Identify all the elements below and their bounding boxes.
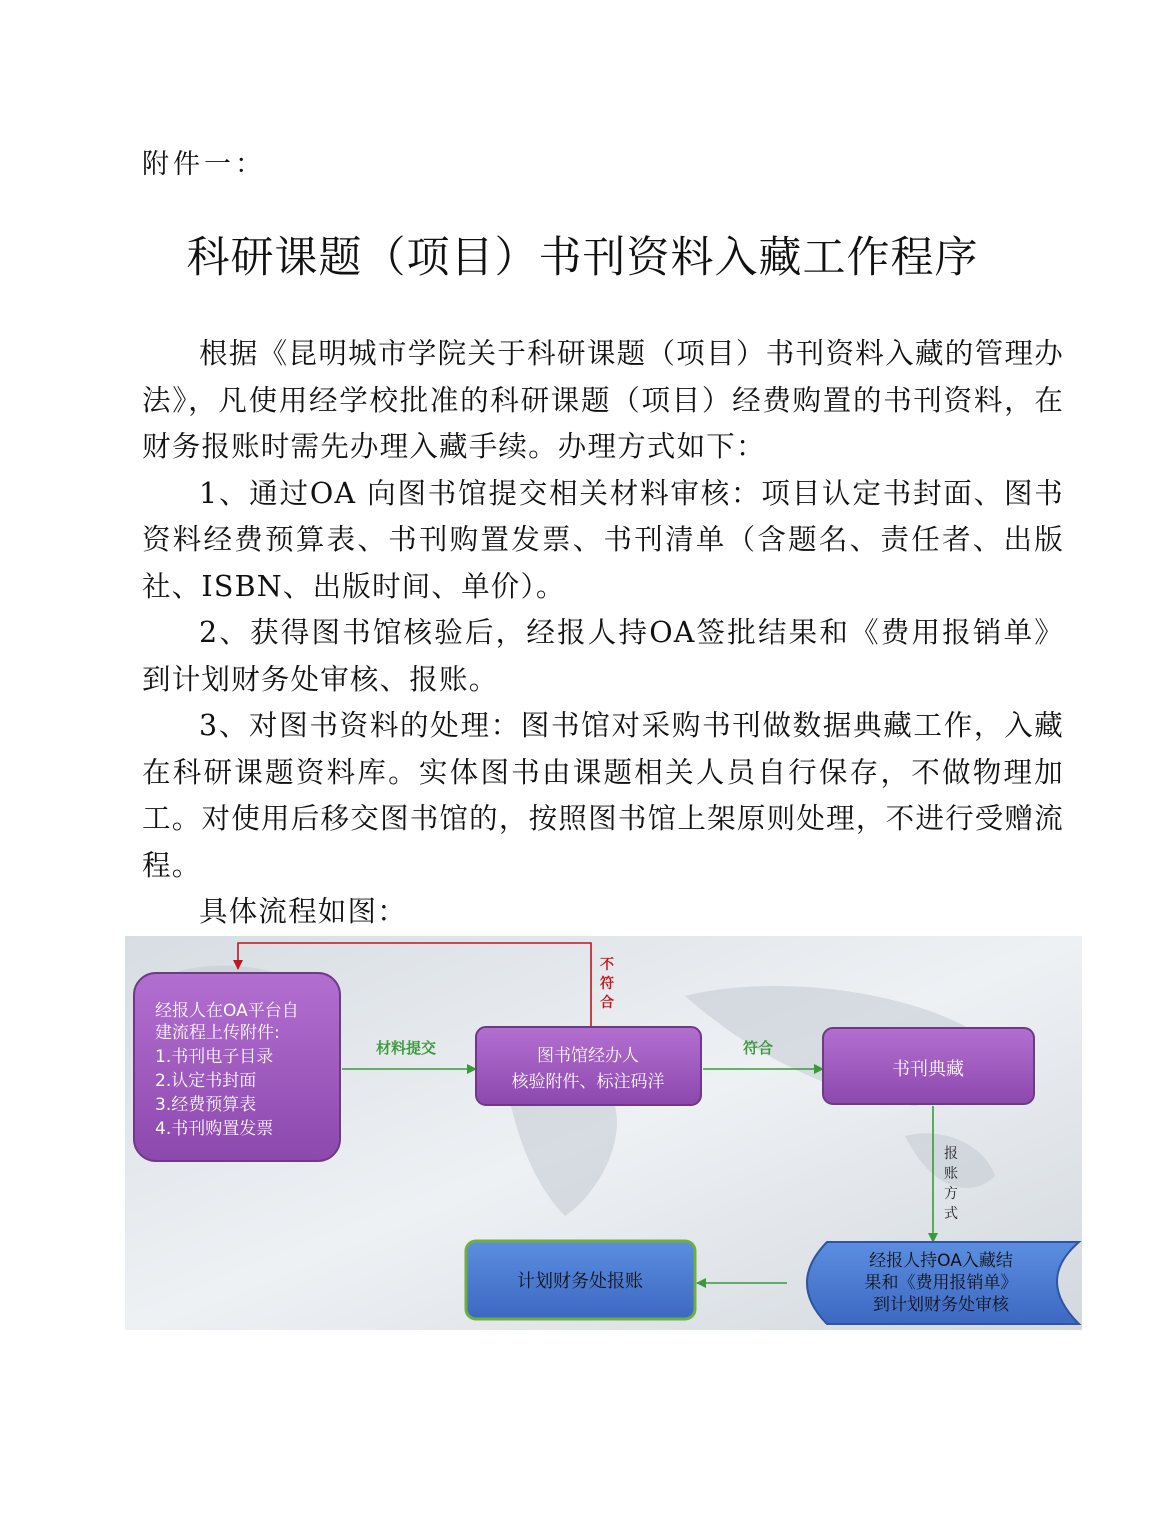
- step-3-paragraph: 3、对图书资料的处理：图书馆对采购书刊做数据典藏工作，入藏在科研课题资料库。实体图书由课题相关人员自行保存，不做物理加工。对使用后移交图书馆的，按照图书馆上架原则处理，不进行受赠流程。: [142, 709, 1064, 882]
- step-2-paragraph: 2、获得图书馆核验后，经报人持OA签批结果和《费用报销单》到计划财务处审核、报账。: [142, 616, 1064, 696]
- conform-label: 符合: [742, 1039, 774, 1057]
- step-1-paragraph: 1、通过OA 向图书馆提交相关材料审核：项目认定书封面、图书资料经费预算表、书刊购置发票、书刊清单（含题名、责任者、出版社、ISBN、出版时间、单价）。: [142, 476, 1064, 603]
- finance-office-box: [466, 1241, 695, 1319]
- document-title: 科研课题（项目）书刊资料入藏工作程序: [186, 233, 979, 283]
- svg-text:到计划财务处审核: 到计划财务处审核: [873, 1295, 1009, 1315]
- reimbursement-box: [807, 1242, 1079, 1324]
- svg-text:1.书刊电子目录: 1.书刊电子目录: [155, 1047, 274, 1067]
- svg-text:书刊典藏: 书刊典藏: [892, 1059, 964, 1080]
- svg-text:经报人持OA入藏结: 经报人持OA入藏结: [869, 1251, 1013, 1271]
- svg-text:建流程上传附件:: 建流程上传附件:: [155, 1023, 280, 1043]
- svg-text:报: 报: [944, 1146, 958, 1162]
- process-flowchart: [125, 936, 1082, 1330]
- svg-text:3.经费预算表: 3.经费预算表: [155, 1095, 257, 1115]
- applicant-upload-box: [134, 973, 340, 1161]
- svg-text:图书馆经办人: 图书馆经办人: [537, 1046, 639, 1066]
- svg-text:4.书刊购置发票: 4.书刊购置发票: [155, 1119, 274, 1139]
- svg-text:果和《费用报销单》: 果和《费用报销单》: [864, 1273, 1018, 1293]
- svg-text:不: 不: [600, 957, 614, 973]
- svg-text:符: 符: [600, 976, 614, 992]
- intro-paragraph: 根据《昆明城市学院关于科研课题（项目）书刊资料入藏的管理办法》，凡使用经学校批准的科研课题（项目）经费购置的书刊资料，在财务报账时需先办理入藏手续。办理方式如下：: [142, 337, 1064, 463]
- attachment-label: 附件一：: [142, 149, 266, 180]
- library-verify-box: [476, 1027, 701, 1105]
- svg-text:2.认定书封面: 2.认定书封面: [155, 1071, 257, 1091]
- submit-label: 材料提交: [375, 1039, 437, 1057]
- svg-text:核验附件、标注码洋: 核验附件、标注码洋: [511, 1072, 665, 1092]
- svg-text:式: 式: [944, 1206, 958, 1222]
- collection-box: [823, 1028, 1034, 1104]
- document-body: [142, 331, 1064, 936]
- svg-text:经报人在OA平台自: 经报人在OA平台自: [155, 1001, 299, 1021]
- svg-text:方: 方: [944, 1186, 958, 1202]
- svg-text:合: 合: [600, 995, 614, 1011]
- flow-intro-paragraph: 具体流程如图：: [199, 895, 407, 928]
- not-conform-label: [600, 957, 614, 1011]
- svg-text:计划财务处报账: 计划财务处报账: [517, 1271, 643, 1292]
- svg-text:账: 账: [944, 1166, 958, 1182]
